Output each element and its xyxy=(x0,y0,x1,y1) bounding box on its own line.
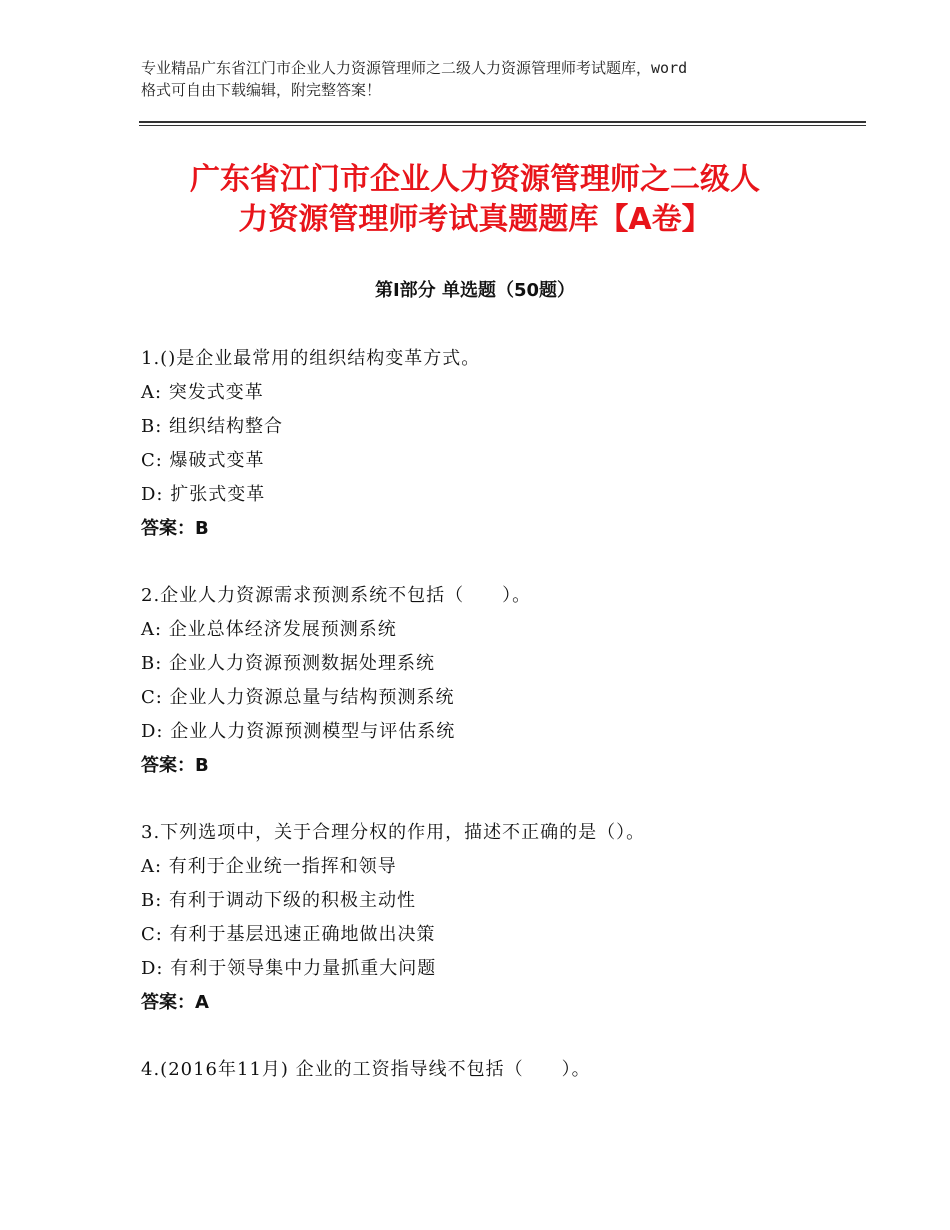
header-note-line-1: 专业精品广东省江门市企业人力资源管理师之二级人力资源管理师考试题库，word xyxy=(141,59,688,77)
answer: 答案：B xyxy=(141,518,209,539)
document-title-line-1: 广东省江门市企业人力资源管理师之二级人 xyxy=(190,162,760,197)
question-4 xyxy=(141,1053,861,1087)
option-b: B: 有利于调动下级的积极主动性 xyxy=(141,890,417,911)
question-2 xyxy=(141,579,861,783)
option-b: B: 组织结构整合 xyxy=(141,416,284,437)
answer: 答案：A xyxy=(141,992,209,1013)
option-a: A: 突发式变革 xyxy=(141,382,264,403)
header-divider-thin xyxy=(139,125,866,126)
question-list xyxy=(141,342,861,1120)
question-stem: 1.()是企业最常用的组织结构变革方式。 xyxy=(141,348,481,369)
question-stem: 4.(2016年11月) 企业的工资指导线不包括（ ）。 xyxy=(141,1059,591,1080)
option-a: A: 企业总体经济发展预测系统 xyxy=(141,619,397,640)
header-divider-thick xyxy=(139,121,866,123)
option-d: D: 企业人力资源预测模型与评估系统 xyxy=(141,721,456,742)
option-d: D: 扩张式变革 xyxy=(141,484,266,505)
option-b: B: 企业人力资源预测数据处理系统 xyxy=(141,653,436,674)
document-title xyxy=(100,160,850,240)
section-heading: 第Ⅰ部分 单选题（50题） xyxy=(374,280,575,301)
question-3 xyxy=(141,816,861,1020)
question-1 xyxy=(141,342,861,546)
document-title-line-2: 力资源管理师考试真题题库【A卷】 xyxy=(238,202,712,237)
option-d: D: 有利于领导集中力量抓重大问题 xyxy=(141,958,437,979)
option-c: C: 有利于基层迅速正确地做出决策 xyxy=(141,924,436,945)
question-stem: 3.下列选项中，关于合理分权的作用，描述不正确的是（）。 xyxy=(141,822,646,843)
option-c: C: 企业人力资源总量与结构预测系统 xyxy=(141,687,455,708)
header-note xyxy=(141,57,821,101)
option-c: C: 爆破式变革 xyxy=(141,450,265,471)
option-a: A: 有利于企业统一指挥和领导 xyxy=(141,856,397,877)
answer: 答案：B xyxy=(141,755,209,776)
header-note-line-2: 格式可自由下载编辑，附完整答案！ xyxy=(141,81,382,99)
question-stem: 2.企业人力资源需求预测系统不包括（ ）。 xyxy=(141,585,532,606)
